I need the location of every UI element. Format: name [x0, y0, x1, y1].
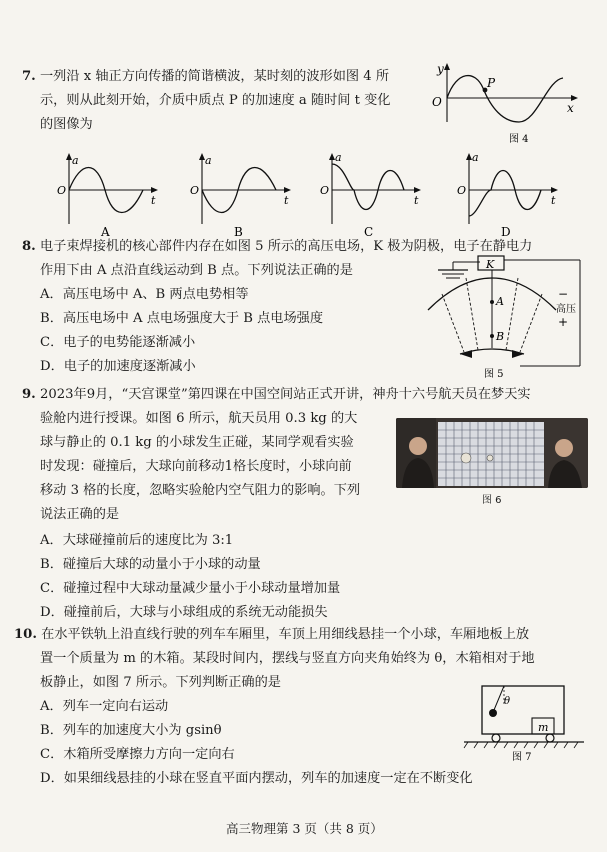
q10-option-a[interactable]: A．列车一定向右运动	[40, 699, 169, 714]
fig5-a-label: A	[496, 295, 504, 308]
page-footer: 高三物理第 3 页（共 8 页）	[226, 821, 383, 836]
option-c-label: C	[364, 225, 374, 238]
q9-line5: 移动 3 格的长度，忽略实验舱内空气阻力的影响。下列	[40, 483, 361, 498]
fig5-plus-label: +	[558, 315, 569, 329]
q8-number: 8.	[22, 239, 36, 254]
fig6-astronaut-right	[555, 439, 573, 457]
option-d-axis-t: t	[551, 194, 556, 207]
q7-number: 7.	[22, 69, 36, 84]
q7-line1: 一列沿 x 轴正方向传播的简谐横波，某时刻的波形如图 4 所	[39, 69, 390, 84]
q7-option-c-graph	[318, 150, 428, 238]
q7-option-a-graph	[55, 150, 165, 238]
fig5-caption: 图 5	[484, 369, 504, 380]
q10-option-d[interactable]: D．如果细线悬挂的小球在竖直平面内摆动，列车的加速度一定在不断变化	[40, 771, 473, 786]
fig7-wheel-right	[546, 734, 554, 742]
fig6-big-ball	[461, 453, 471, 463]
option-b-axis-a: a	[205, 154, 212, 167]
option-d-origin: O	[457, 184, 467, 197]
fig4-y-label: y	[437, 62, 444, 76]
q8-option-b[interactable]: B．高压电场中 A 点电场强度大于 B 点电场强度	[40, 311, 324, 326]
q9-option-b[interactable]: B．碰撞后大球的动量小于小球的动量	[40, 557, 261, 572]
option-a-label: A	[101, 225, 110, 238]
fig6-caption: 图 6	[482, 495, 502, 506]
q9-option-c[interactable]: C．碰撞过程中大球动量减少量小于小球动量增加量	[40, 581, 341, 596]
q10-number: 10.	[14, 627, 37, 642]
fig4-p-label: P	[487, 76, 496, 90]
fig7-theta-label: θ	[504, 696, 511, 707]
q8-option-a[interactable]: A．高压电场中 A、B 两点电势相等	[40, 287, 249, 302]
fig4-wave-curve	[447, 76, 563, 122]
q10-option-b[interactable]: B．列车的加速度大小为 gsinθ	[40, 723, 222, 738]
q9-line1: 2023年9月，“天宫课堂”第四课在中国空间站正式开讲，神舟十六号航天员在梦天实	[39, 387, 531, 402]
fig6-small-ball	[487, 455, 493, 461]
q10-line3: 板静止，如图 7 所示。下列判断正确的是	[40, 675, 281, 690]
option-c-origin: O	[320, 184, 330, 197]
q7-option-b-graph	[188, 150, 298, 238]
q8-line2: 作用下由 A 点沿直线运动到 B 点。下列说法正确的是	[40, 263, 353, 278]
option-b-label: B	[234, 225, 243, 238]
figure-4-wave	[425, 60, 585, 148]
option-c-axis-t: t	[414, 194, 419, 207]
fig4-origin-label: O	[432, 95, 442, 109]
fig5-minus-label: −	[558, 287, 569, 301]
q9-stem	[22, 384, 531, 406]
q9-line4: 时发现：碰撞后，大球向前移动1格长度时，小球向前	[40, 459, 352, 474]
fig7-string	[494, 686, 504, 710]
q7-option-d-graph	[455, 150, 565, 238]
q10-line1: 在水平铁轨上沿直线行驶的列车车厢里，车顶上用细线悬挂一个小球，车厢地板上放	[41, 627, 530, 642]
fig5-hv-label: 高压	[556, 304, 576, 315]
q8-line1: 电子束焊接机的核心部件内存在如图 5 所示的高压电场，K 极为阴极，电子在静电力	[39, 239, 533, 254]
option-b-axis-t: t	[284, 194, 289, 207]
q10-stem	[14, 624, 529, 646]
fig6-astronaut-left	[409, 437, 427, 455]
option-a-axis-a: a	[72, 154, 79, 167]
fig4-y-arrow	[444, 63, 450, 70]
q8-option-c[interactable]: C．电子的电势能逐渐减小	[40, 335, 196, 350]
figure-6-photo	[396, 418, 588, 488]
q9-option-a[interactable]: A．大球碰撞前后的速度比为 3:1	[40, 533, 234, 548]
option-a-axis-t: t	[151, 194, 156, 207]
q9-line6: 说法正确的是	[40, 507, 120, 522]
fig7-caption: 图 7	[512, 752, 532, 763]
q8-option-d[interactable]: D．电子的加速度逐渐减小	[40, 359, 196, 374]
figure-7-train	[458, 680, 588, 764]
q7-line3: 的图像为	[40, 117, 93, 132]
fig5-b-label: B	[496, 330, 505, 343]
fig4-caption: 图 4	[509, 134, 529, 145]
option-d-label: D	[501, 225, 511, 238]
q7-line2: 示，则从此刻开始，介质中质点 P 的加速度 a 随时间 t 变化	[40, 93, 391, 108]
q9-option-d[interactable]: D．碰撞前后，大球与小球组成的系统无动能损失	[40, 605, 328, 620]
figure-5-field	[420, 250, 590, 380]
fig5-point-a	[490, 300, 494, 304]
q7-stem	[22, 66, 389, 88]
option-d-axis-a: a	[472, 151, 479, 164]
q9-line3: 球与静止的 0.1 kg 的小球发生正碰，某同学观看实验	[40, 435, 354, 450]
q10-line2: 置一个质量为 m 的木箱。某段时间内，摆线与竖直方向夹角始终为 θ，木箱相对于地	[40, 651, 535, 666]
fig7-m-label: m	[538, 721, 549, 734]
option-a-origin: O	[57, 184, 67, 197]
q9-number: 9.	[22, 387, 36, 402]
q9-line2: 验舱内进行授课。如图 6 所示，航天员用 0.3 kg 的大	[40, 411, 358, 426]
fig4-x-label: x	[567, 101, 574, 115]
option-b-origin: O	[190, 184, 200, 197]
fig7-ball	[489, 709, 497, 717]
q10-option-c[interactable]: C．木箱所受摩擦力方向一定向右	[40, 747, 235, 762]
fig5-point-b	[490, 334, 494, 338]
fig5-k-label: K	[486, 258, 495, 271]
figure-6-scene	[396, 418, 588, 488]
fig7-wheel-left	[492, 734, 500, 742]
option-c-axis-a: a	[335, 151, 342, 164]
